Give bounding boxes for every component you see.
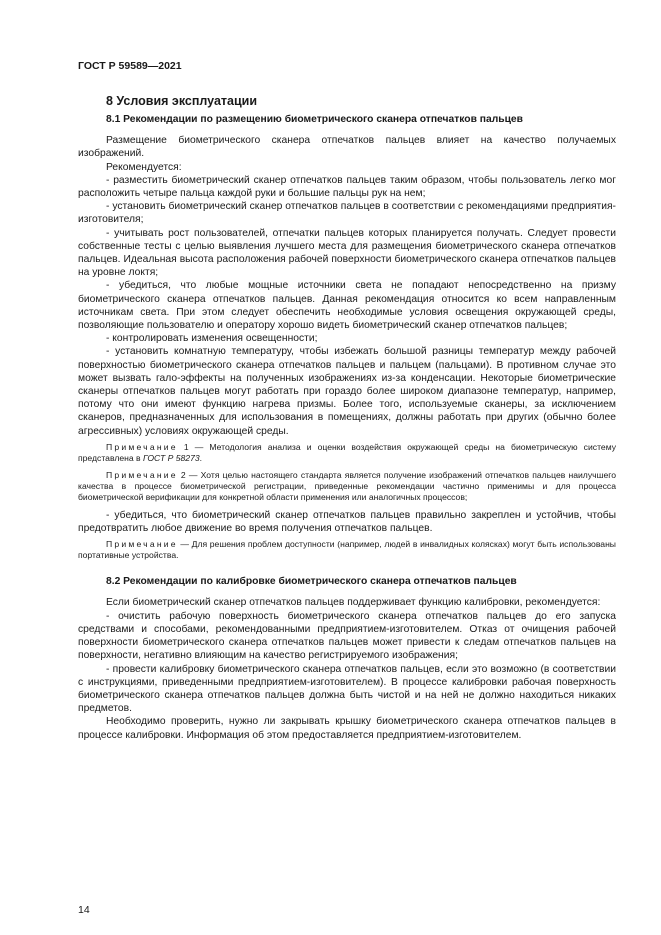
page-number: 14 <box>78 904 90 916</box>
list-item: - разместить биометрический сканер отпечатков пальцев таким образом, чтобы пользователь легко мог расположить четыре пальца каждой руки и большие пальцы рук на нем; <box>78 174 616 200</box>
list-item: - контролировать изменения освещенности; <box>106 333 318 345</box>
document-body <box>78 113 616 742</box>
list-item: - учитывать рост пользователей, отпечатки пальцев которых планируется получать. Следует провести собственные тесты с целью выявления лучшего места для размещения биометрического сканера отпечатков пальцев. Идеальная высота расположения рабочей поверхности биометрического сканера отпечатков пальцев на уровне локтя; <box>78 227 616 279</box>
paragraph: Размещение биометрического сканера отпечатков пальцев влияет на качество получаемых изображений. <box>78 135 616 160</box>
note <box>78 470 616 503</box>
note <box>78 442 616 464</box>
list-item: - установить биометрический сканер отпечатков пальцев в соответствии с рекомендациями предприятия-изготовителя; <box>78 201 616 226</box>
note-label: Примечание <box>106 469 178 480</box>
list-item: - провести калибровку биометрического сканера отпечатков пальцев, если это возможно (в соответствии с инструкциями, приведенными предприятием-изготовителем). В процессе калибровки рабочая поверхность биометрического сканера отпечатков пальцев должна быть чистой и на ней не должно находиться никаких предметов. <box>78 663 616 715</box>
note-text: 1 — Методология анализа и оценки воздействия окружающей среды на биометрическую систему представлена в <box>78 441 616 463</box>
paragraph: Необходимо проверить, нужно ли закрывать крышку биометрического сканера отпечатков пальцев в процессе калибровки. Информация об этом предоставляется предприятием-изготовителем. <box>78 716 616 741</box>
note-text: — Для решения проблем доступности (например, людей в инвалидных колясках) могут быть использованы портативные устройства. <box>78 539 616 561</box>
subsection-title: 8.2 Рекомендации по калибровке биометрического сканера отпечатков пальцев <box>106 576 517 588</box>
note <box>78 539 616 561</box>
note-text: 2 — Хотя целью настоящего стандарта является получение изображений отпечатков пальцев наилучшего качества в процессе биометрической регистрации, приведенные рекомендации частично применимы и для процесса биометрической верификации для конкретной области применения или аналогичных процессов; <box>78 469 616 502</box>
note-end: . <box>199 452 203 463</box>
list-item: - очистить рабочую поверхность биометрического сканера отпечатков пальцев до его запуска средствами и способами, рекомендованными предприятием-изготовителем. Отказ от очищения рабочей поверхности биометрического сканера отпечатков пальцев может привести к следам отпечатков пальцев на поверхности, негативно влияющим на качество регистрируемого изображения; <box>78 610 616 662</box>
note-label: Примечание <box>106 539 178 550</box>
section-title: 8 Условия эксплуатации <box>106 94 258 108</box>
list-item: - установить комнатную температуру, чтобы избежать большой разницы температур между рабочей поверхностью биометрического сканера отпечатков пальцев и пальцем (пальцами). В противном случае это может вызвать гало-эффекты на полученных изображениях из-за конденсации. Некоторые биометрические сканеры отпечатков пальцев могут работать при гораздо более широком диапазоне температур, например, потому что они имеют функцию нагрева призмы. Более того, используемые сканеры, за исключением сканеров, предназначенных для использования в помещениях, должны работать при других (обычно более агрессивных) условиях окружающей среды. <box>78 346 616 437</box>
note-label: Примечание <box>106 441 178 452</box>
paragraph: Если биометрический сканер отпечатков пальцев поддерживает функцию калибровки, рекомендуется: <box>106 597 601 609</box>
subsection-title: 8.1 Рекомендации по размещению биометрического сканера отпечатков пальцев <box>106 114 523 125</box>
standard-reference: ГОСТ Р 58273 <box>142 452 200 463</box>
list-item: - убедиться, что любые мощные источники света не попадают непосредственно на призму биометрического сканера отпечатков пальцев. Данная рекомендация относится ко всем направленным источникам света. При этом следует обеспечить необходимые условия освещения окружающей среды, позволяющие пользователю и оператору хорошо видеть биометрический сканер отпечатков пальцев; <box>78 280 616 332</box>
list-item: - убедиться, что биометрический сканер отпечатков пальцев правильно закреплен и устойчив, чтобы предотвратить любое движение во время получения отпечатков пальцев. <box>78 509 616 535</box>
paragraph: Рекомендуется: <box>106 161 182 173</box>
standard-header: ГОСТ Р 59589—2021 <box>78 60 182 72</box>
